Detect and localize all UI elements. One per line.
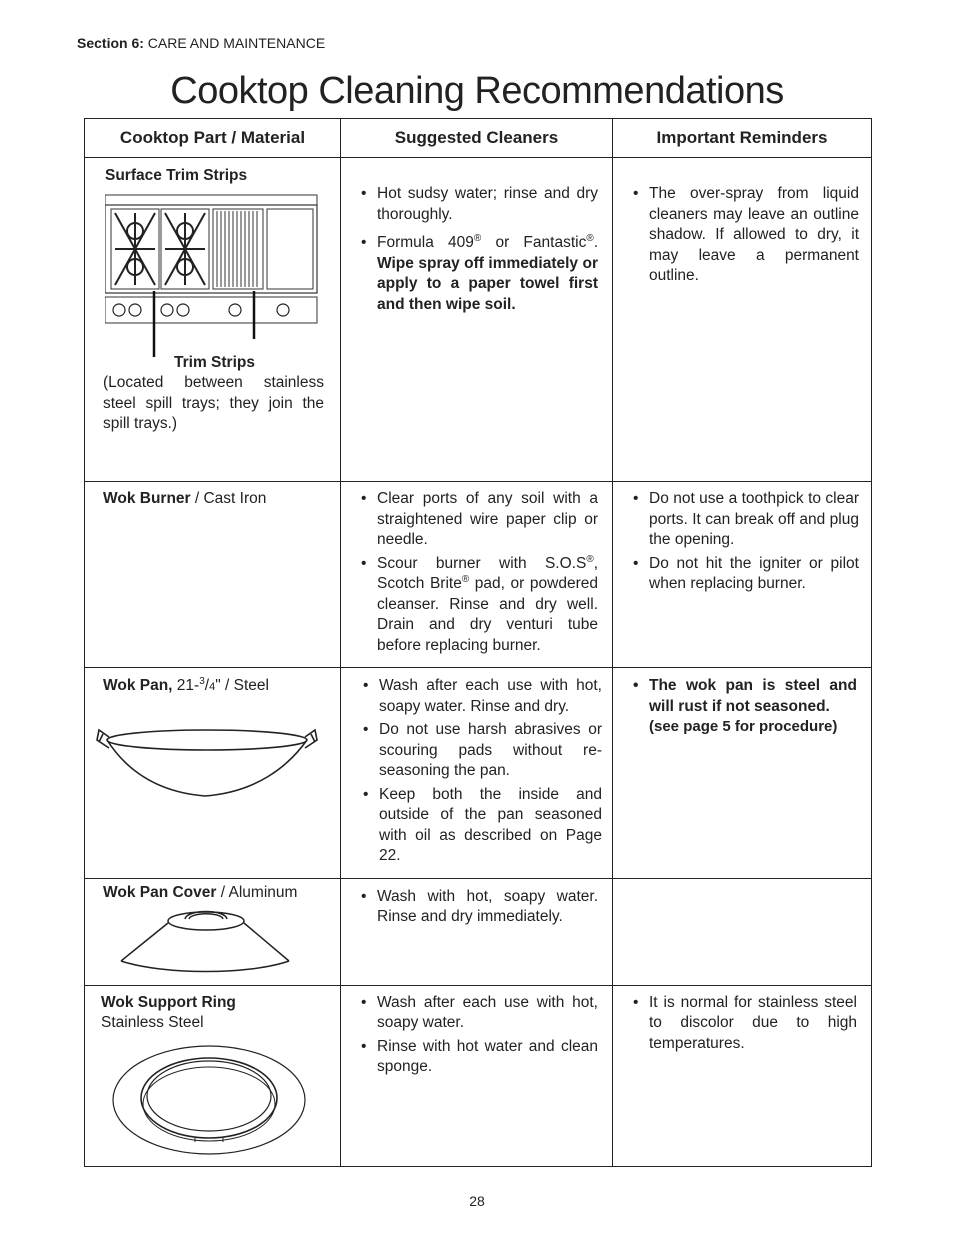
column-header-cleaners: Suggested Cleaners bbox=[341, 119, 613, 158]
wok-ring-illustration bbox=[109, 1038, 309, 1158]
cleaners-list bbox=[359, 184, 598, 315]
list-item: • Wash with hot, soapy water. Rinse and dry immediately. bbox=[359, 887, 598, 928]
list-item: • The over-spray from liquid cleaners may leave an outline shadow. If allowed to dry, it may leave a permanent outline. bbox=[631, 184, 859, 287]
illustration-caption-text: (Located between stainless steel spill trays; they join the spill trays.) bbox=[103, 374, 324, 432]
table-row bbox=[85, 668, 872, 879]
reminders-cell bbox=[613, 158, 872, 482]
part-name: Wok Pan, bbox=[103, 677, 173, 694]
list-item: • The wok pan is steel and will rust if not seasoned. (see page 5 for procedure) bbox=[631, 676, 857, 738]
list-item: • Wash after each use with hot, soapy water. bbox=[359, 993, 598, 1034]
list-item: • Keep both the inside and outside of the pan seasoned with oil as described on Page 22. bbox=[361, 785, 602, 867]
list-item: • Do not use a toothpick to clear ports. It can break off and plug the opening. bbox=[631, 489, 859, 551]
part-material: Aluminum bbox=[228, 883, 298, 901]
cleaners-list bbox=[359, 489, 598, 656]
reminders-list bbox=[631, 489, 859, 595]
list-item: • Rinse with hot water and clean sponge. bbox=[359, 1037, 598, 1078]
pan-size: 21-$^3$/4" bbox=[176, 675, 221, 694]
cleaners-list bbox=[361, 676, 602, 867]
cleaners-cell bbox=[341, 878, 613, 985]
reminders-list bbox=[631, 676, 857, 738]
part-material: Steel bbox=[233, 677, 269, 694]
part-material: Cast Iron bbox=[203, 490, 267, 507]
page-number: 28 bbox=[469, 1193, 485, 1209]
cleaners-list bbox=[359, 993, 598, 1078]
wok-cover-illustration bbox=[103, 907, 303, 973]
reminders-cell bbox=[613, 878, 872, 985]
cooktop-illustration bbox=[105, 189, 321, 359]
part-name: Wok Support Ring bbox=[101, 993, 236, 1011]
page-title: Cooktop Cleaning Recommendations bbox=[170, 70, 784, 112]
part-material: Stainless Steel bbox=[101, 1014, 204, 1031]
table-row bbox=[85, 878, 872, 985]
column-header-part: Cooktop Part / Material bbox=[85, 119, 341, 158]
part-cell: Wok Burner / Cast Iron bbox=[85, 482, 341, 668]
cleaners-cell bbox=[341, 482, 613, 668]
table-header-row bbox=[85, 119, 872, 158]
illustration-caption-title: Trim Strips bbox=[174, 353, 255, 371]
part-cell: Wok Pan Cover / Aluminum bbox=[85, 878, 341, 985]
cleaners-cell bbox=[341, 668, 613, 879]
list-item: • It is normal for stainless steel to discolor due to high temperatures. bbox=[631, 993, 857, 1055]
list-item: • Wash after each use with hot, soapy water. Rinse and dry. bbox=[361, 676, 602, 717]
list-item: • Hot sudsy water; rinse and dry thoroughly. bbox=[359, 184, 598, 225]
part-name: Wok Burner bbox=[103, 490, 191, 507]
column-header-reminders: Important Reminders bbox=[613, 119, 872, 158]
section-label: Section 6: bbox=[77, 35, 144, 51]
list-item: • Do not hit the igniter or pilot when replacing burner. bbox=[631, 554, 859, 595]
cleaners-list bbox=[359, 887, 598, 928]
section-name: CARE AND MAINTENANCE bbox=[147, 35, 326, 51]
reminders-list bbox=[631, 993, 857, 1055]
reminders-cell bbox=[613, 668, 872, 879]
list-item: • Do not use harsh abrasives or scouring pads without re-seasoning the pan. bbox=[361, 720, 602, 782]
part-cell bbox=[85, 158, 341, 482]
part-name: Surface Trim Strips bbox=[105, 167, 248, 184]
list-item: • Scour burner with S.O.S®, Scotch Brite® pad, or powdered cleanser. Rinse and dry well. Drain and dry venturi tube before replacing burner. bbox=[359, 554, 598, 657]
cleaners-cell bbox=[341, 158, 613, 482]
table-row bbox=[85, 985, 872, 1166]
part-name: Wok Pan Cover bbox=[103, 883, 217, 901]
cleaning-table bbox=[84, 118, 872, 1167]
part-cell bbox=[85, 985, 341, 1166]
table-row bbox=[85, 482, 872, 668]
cleaners-cell bbox=[341, 985, 613, 1166]
reminders-cell bbox=[613, 482, 872, 668]
section-header bbox=[77, 35, 325, 51]
reminders-list bbox=[631, 184, 859, 287]
part-cell: Wok Pan, 21-$^3$/4" / Steel bbox=[85, 668, 341, 879]
table-row bbox=[85, 158, 872, 482]
wok-pan-illustration bbox=[95, 720, 325, 806]
reminders-cell bbox=[613, 985, 872, 1166]
list-item: • Formula 409® or Fantastic®. Wipe spray off immediately or apply to a paper towel first and then wipe soil. bbox=[359, 233, 598, 315]
list-item: • Clear ports of any soil with a straightened wire paper clip or needle. bbox=[359, 489, 598, 551]
